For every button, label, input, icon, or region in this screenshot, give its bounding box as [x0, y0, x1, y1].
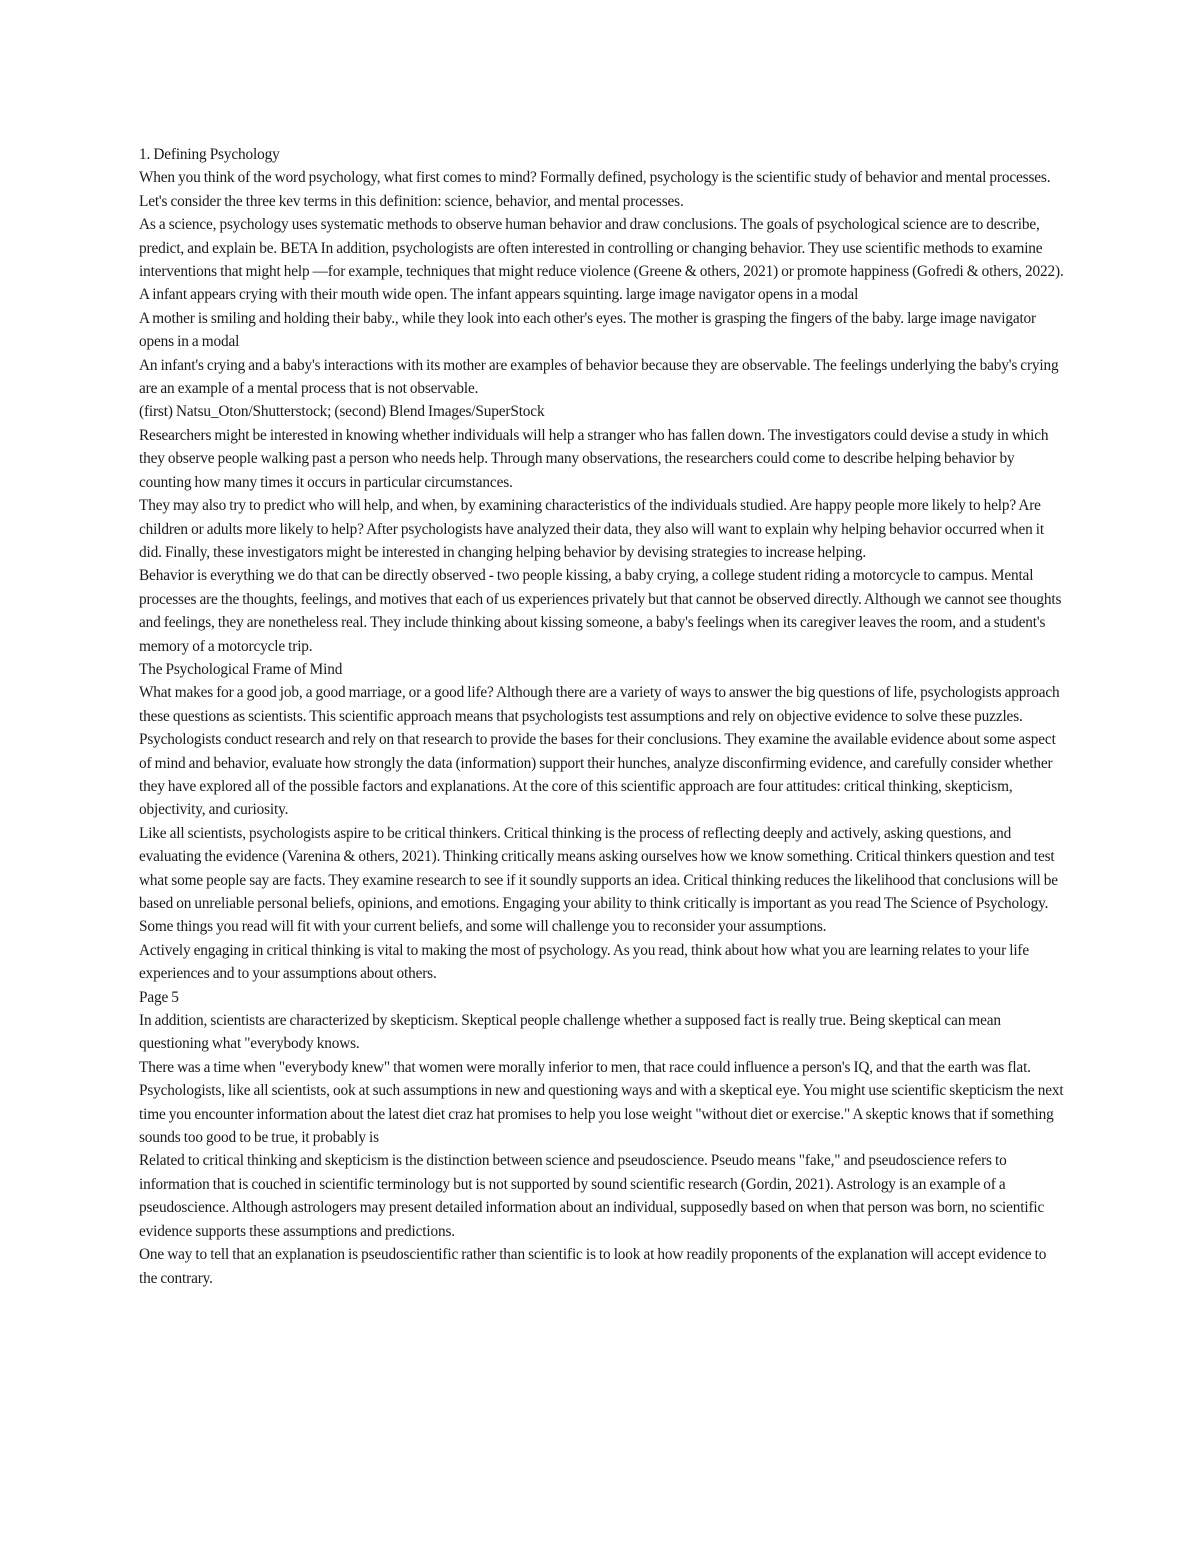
paragraph: What makes for a good job, a good marriage, or a good life? Although there are a variety of ways to answer the big questions of life, psychologists approach these questions as scientists. This scientific approach means that psychologists test assumptions and rely on objective evidence to solve these puzzles. Psychologists conduct research and rely on that research to provide the bases for their conclusions. They examine the available evidence about some aspect of mind and behavior, evaluate how strongly the data (information) support their hunches, analyze disconfirming evidence, and carefully consider whether they have explored all of the possible factors and explanations. At the core of this scientific approach are four attitudes: critical thinking, skepticism, objectivity, and curiosity.	[139, 684, 1060, 819]
paragraph: Related to critical thinking and skepticism is the distinction between science and pseudoscience. Pseudo means "fake," and pseudoscience refers to information that is couched in scientific terminology but is not supported by sound scientific research (Gordin, 2021). Astrology is an example of a pseudoscience. Although astrologers may present detailed information about an individual, supposedly based on when that person was born, no scientific evidence supports these assumptions and predictions.	[139, 1152, 1045, 1240]
image-alt-text: A infant appears crying with their mouth wide open. The infant appears squinting. large image navigator opens in a modal	[139, 286, 859, 304]
section-heading: 1. Defining Psychology	[139, 146, 280, 163]
page-marker: Page 5	[139, 988, 179, 1006]
paragraph: Like all scientists, psychologists aspire to be critical thinkers. Critical thinking is the process of reflecting deeply and actively, asking questions, and evaluating the evidence (Varenina & others, 2021). Thinking critically means asking ourselves how we know something. Critical thinkers question and test what some people say are facts. They examine research to see if it soundly supports an idea. Critical thinking reduces the likelihood that conclusions will be based on unreliable personal beliefs, opinions, and emotions. Engaging your ability to think critically is important as you read The Science of Psychology. Some things you read will fit with your current beliefs, and some will challenge you to reconsider your assumptions.	[139, 824, 1058, 936]
paragraph: One way to tell that an explanation is pseudoscientific rather than scientific is to look at how readily proponents of the explanation will accept evidence to the contrary.	[139, 1246, 1047, 1287]
paragraph: Behavior is everything we do that can be directly observed - two people kissing, a baby crying, a college student riding a motorcycle to campus. Mental processes are the thoughts, feelings, and motives that each of us experiences privately but that cannot be observed directly. Although we cannot see thoughts and feelings, they are nonetheless real. They include thinking about kissing someone, a baby's feelings when its caregiver leaves the room, and a student's memory of a motorcycle trip.	[139, 567, 1062, 655]
subsection-heading: The Psychological Frame of Mind	[139, 660, 343, 678]
paragraph: They may also try to predict who will help, and when, by examining characteristics of the individuals studied. Are happy people more likely to help? Are children or adults more likely to help? After psychologists have analyzed their data, they also will want to explain why helping behavior occurred when it did. Finally, these investigators might be interested in changing helping behavior by devising strategies to increase helping.	[139, 497, 1044, 561]
image-alt-text: A mother is smiling and holding their baby., while they look into each other's eyes. The mother is grasping the fingers of the baby. large image navigator opens in a modal	[139, 309, 1037, 351]
paragraph: When you think of the word psychology, what first comes to mind? Formally defined, psychology is the scientific study of behavior and mental processes. Let's consider the three kev terms in this definition: science, behavior, and mental processes.	[139, 169, 1051, 210]
document-page	[139, 143, 1064, 1290]
paragraph: Researchers might be interested in knowing whether individuals will help a stranger who has fallen down. The investigators could devise a study in which they observe people walking past a person who needs help. Through many observations, the researchers could come to describe helping behavior by counting how many times it occurs in particular circumstances.	[139, 426, 1049, 491]
paragraph: In addition, scientists are characterized by skepticism. Skeptical people challenge whether a supposed fact is really true. Being skeptical can mean questioning what "everybody knows.	[139, 1012, 1001, 1053]
paragraph: Actively engaging in critical thinking is vital to making the most of psychology. As you read, think about how what you are learning relates to your life experiences and to your assumptions about others.	[139, 941, 1030, 983]
image-caption: An infant's crying and a baby's interactions with its mother are examples of behavior because they are observable. The feelings underlying the baby's crying are an example of a mental process that is not observable.	[139, 356, 1059, 398]
paragraph: There was a time when "everybody knew" that women were morally inferior to men, that race could influence a person's IQ, and that the earth was flat. Psychologists, like all scientists, ook at such assumptions in new and questioning ways and with a skeptical eye. You might use scientific skepticism the next time you encounter information about the latest diet craz hat promises to help you lose weight "without diet or exercise." A skeptic knows that if something sounds too good to be true, it probably is	[139, 1058, 1064, 1147]
paragraph: As a science, psychology uses systematic methods to observe human behavior and draw conclusions. The goals of psychological science are to describe, predict, and explain be. BETA In addition, psychologists are often interested in controlling or changing behavior. They use scientific methods to examine interventions that might help —for example, techniques that might reduce violence (Greene & others, 2021) or promote happiness (Gofredi & others, 2022).	[139, 216, 1064, 281]
image-credit: (first) Natsu_Oton/Shutterstock; (second) Blend Images/SuperStock	[139, 403, 545, 421]
